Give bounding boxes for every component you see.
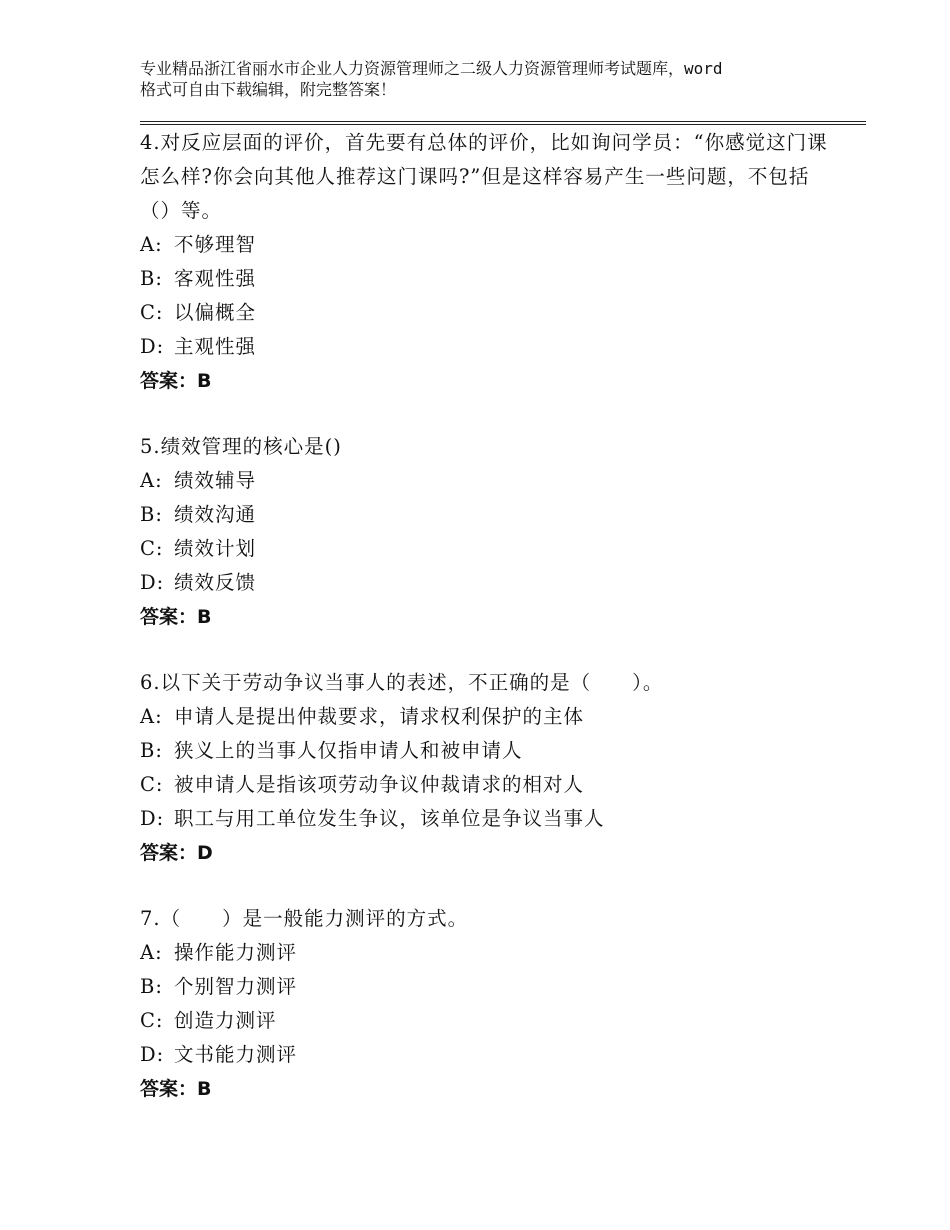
question-stem: 6.以下关于劳动争议当事人的表述，不正确的是（ ）。 <box>140 671 664 694</box>
header-line-2: 格式可自由下载编辑，附完整答案！ <box>140 80 397 99</box>
option-text: 绩效辅导 <box>174 469 257 492</box>
document-header <box>140 58 840 100</box>
question-stem: 7.（ ）是一般能力测评的方式。 <box>140 907 469 930</box>
option-letter: B: <box>140 503 163 526</box>
option-letter: B: <box>140 975 163 998</box>
question-list <box>140 126 830 1138</box>
option-letter: A: <box>140 941 163 964</box>
option-d <box>140 1038 830 1072</box>
option-text: 绩效沟通 <box>174 503 257 526</box>
option-text: 客观性强 <box>174 267 257 290</box>
option-text: 绩效反馈 <box>174 571 257 594</box>
option-letter: C: <box>140 1009 164 1032</box>
answer-label: 答案：B <box>140 1078 212 1100</box>
option-c <box>140 532 830 566</box>
option-letter: B: <box>140 267 163 290</box>
option-d <box>140 566 830 600</box>
option-letter: D: <box>140 335 165 358</box>
answer-label: 答案：D <box>140 842 213 864</box>
option-b <box>140 498 830 532</box>
answer-label: 答案：B <box>140 370 212 392</box>
question-7 <box>140 902 830 1106</box>
option-letter: A: <box>140 705 163 728</box>
option-text: 以偏概全 <box>174 301 257 324</box>
option-text: 职工与用工单位发生争议，该单位是争议当事人 <box>174 807 605 830</box>
option-c <box>140 296 830 330</box>
question-4 <box>140 126 830 398</box>
option-text: 创造力测评 <box>174 1009 277 1032</box>
option-letter: D: <box>140 807 165 830</box>
option-letter: C: <box>140 537 164 560</box>
option-d <box>140 802 830 836</box>
option-letter: B: <box>140 739 163 762</box>
option-a <box>140 700 830 734</box>
option-text: 不够理智 <box>174 233 257 256</box>
option-d <box>140 330 830 364</box>
question-5 <box>140 430 830 634</box>
option-letter: D: <box>140 1043 165 1066</box>
option-a <box>140 228 830 262</box>
option-text: 个别智力测评 <box>174 975 298 998</box>
question-6 <box>140 666 830 870</box>
answer-label: 答案：B <box>140 606 212 628</box>
option-b <box>140 970 830 1004</box>
option-b <box>140 734 830 768</box>
question-stem: 4.对反应层面的评价，首先要有总体的评价，比如询问学员：“你感觉这门课怎么样?你会向其他人推荐这门课吗?”但是这样容易产生一些问题，不包括（）等。 <box>140 131 828 222</box>
option-b <box>140 262 830 296</box>
option-text: 文书能力测评 <box>174 1043 298 1066</box>
option-text: 申请人是提出仲裁要求，请求权利保护的主体 <box>174 705 585 728</box>
option-text: 狭义上的当事人仅指申请人和被申请人 <box>174 739 523 762</box>
option-letter: C: <box>140 773 164 796</box>
option-letter: A: <box>140 469 163 492</box>
option-letter: A: <box>140 233 163 256</box>
option-a <box>140 464 830 498</box>
option-letter: C: <box>140 301 164 324</box>
option-text: 操作能力测评 <box>174 941 298 964</box>
header-divider <box>140 121 866 125</box>
option-c <box>140 1004 830 1038</box>
option-c <box>140 768 830 802</box>
option-text: 被申请人是指该项劳动争议仲裁请求的相对人 <box>174 773 585 796</box>
header-line-1: 专业精品浙江省丽水市企业人力资源管理师之二级人力资源管理师考试题库，word <box>140 59 723 78</box>
option-text: 绩效计划 <box>174 537 257 560</box>
option-text: 主观性强 <box>174 335 257 358</box>
option-letter: D: <box>140 571 165 594</box>
question-stem: 5.绩效管理的核心是() <box>140 435 342 458</box>
option-a <box>140 936 830 970</box>
